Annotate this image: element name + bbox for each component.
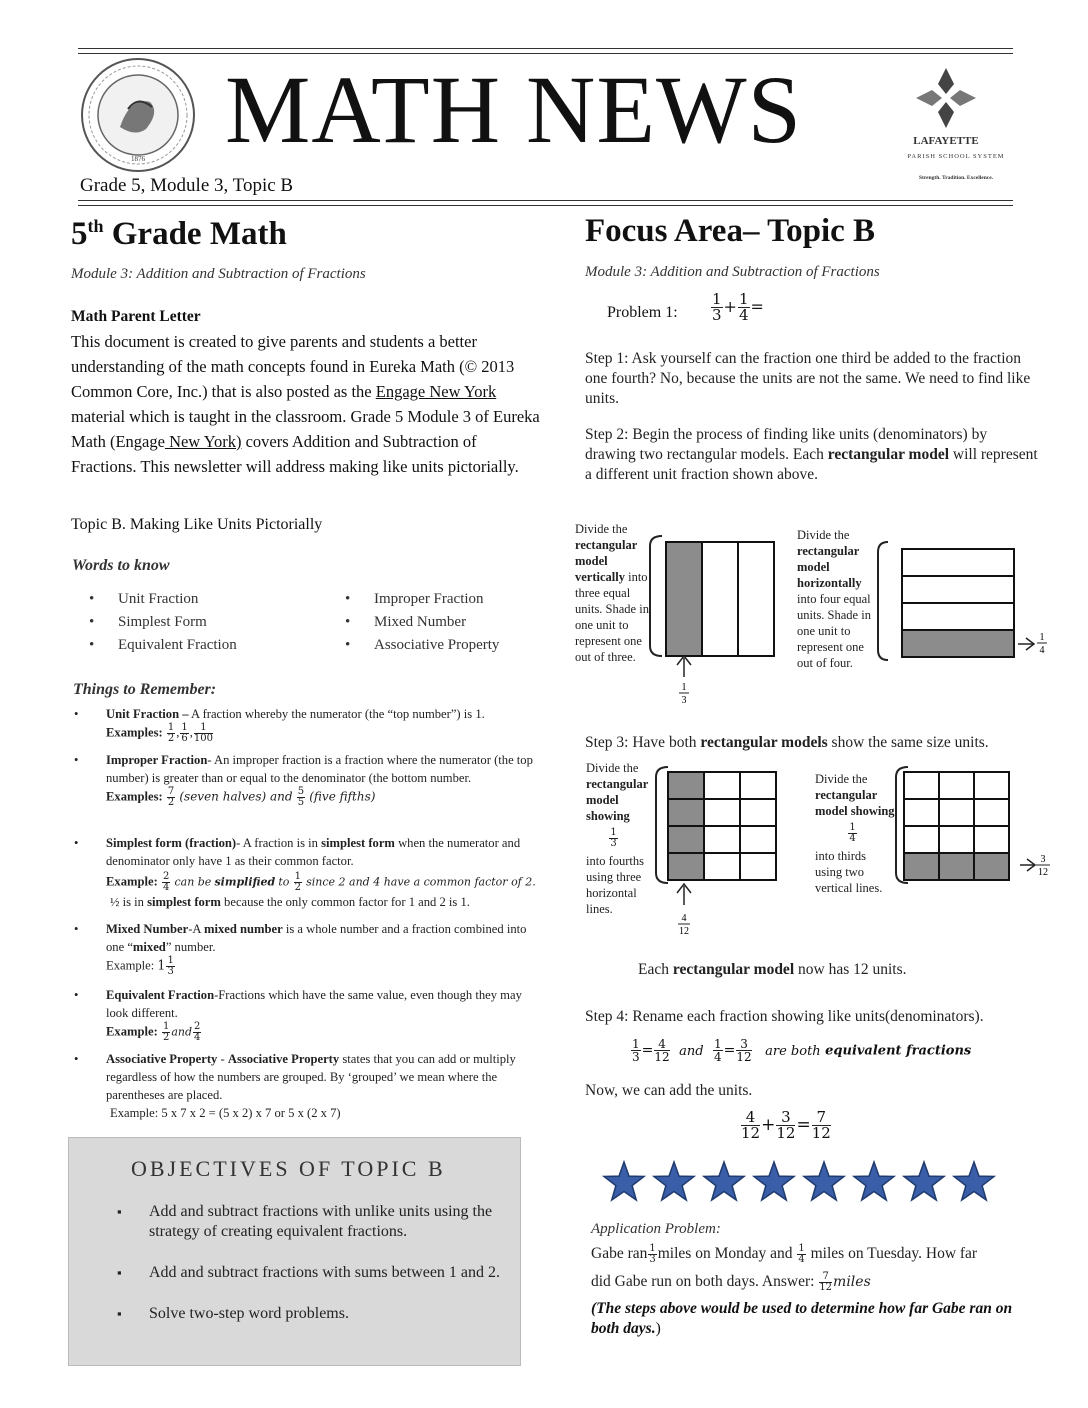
svg-text:4: 4 — [681, 913, 687, 924]
remember-unit-fraction: • Unit Fraction – A fraction whereby the numerator (the “top number”) is 1. Examples: $\frac{1}{2}$ , $\frac{1}{6}$ , $\frac{1}{100}$ — [74, 707, 485, 744]
now-add-text: Now, we can add the units. — [585, 1082, 753, 1099]
grid-cell — [704, 826, 740, 853]
sum-equation: $\frac{4}{12}$ + $\frac{3}{12}$ = $\frac{7}{12}$ — [741, 1108, 831, 1142]
remember-mixed-number: • Mixed Number-A mixed number is a whole number and a fraction combined into one “mixed” number. Example: 1 $\frac{1}{3}$ — [74, 922, 527, 977]
model-thirds — [648, 532, 788, 712]
objectives-panel — [68, 1137, 521, 1366]
application-title: Application Problem: — [591, 1221, 721, 1237]
application-body: Gabe ran $\frac{1}{3}$ miles on Monday and $\frac{1}{4}$ miles on Tuesday. How far did Gabe run on both days. Answer: $\frac{7}{12}$ miles — [591, 1242, 978, 1293]
star-icon — [952, 1160, 996, 1204]
model-twelfths-b — [894, 765, 1054, 890]
grid-cell — [904, 772, 939, 799]
newsletter-title: MATH NEWS — [225, 56, 802, 163]
step1-text: Step 1: Ask yourself can the fraction one third be added to the fraction one fourth? No, because the units are not the same. We need to find like units. — [585, 350, 1031, 407]
header-bottom-rule-thin — [78, 205, 1013, 206]
top-rule — [78, 48, 1013, 49]
star-icon — [902, 1160, 946, 1204]
word-item: • Equivalent Fraction — [72, 637, 237, 654]
lafayette-logo — [898, 66, 1010, 184]
star-icon — [852, 1160, 896, 1204]
grid-cell — [974, 799, 1009, 826]
grid-cell — [668, 772, 704, 799]
grid-cell — [704, 799, 740, 826]
words-title: Words to know — [72, 557, 170, 574]
star-icon — [752, 1160, 796, 1204]
grid-cell — [904, 853, 939, 880]
svg-text:12: 12 — [1038, 867, 1048, 878]
grid-cell — [939, 826, 974, 853]
model-twelfths-a — [654, 765, 809, 943]
grid-cell — [740, 772, 776, 799]
grid-cell — [974, 772, 1009, 799]
problem-label: Problem 1: — [607, 304, 678, 321]
grid-cell — [740, 799, 776, 826]
word-item: • Unit Fraction — [72, 591, 237, 608]
school-board-seal — [80, 57, 196, 173]
svg-text:1: 1 — [1039, 632, 1045, 643]
grid-cell — [704, 772, 740, 799]
grid-cell — [668, 853, 704, 880]
topic-line: Topic B. Making Like Units Pictorially — [71, 516, 323, 533]
seal-year: 1876 — [131, 155, 145, 163]
objective-item: ▪ Add and subtract fractions with unlike units using the strategy of creating equivalent fractions. — [117, 1202, 507, 1242]
right-heading: Focus Area– Topic B — [585, 213, 876, 249]
grid-cell — [939, 772, 974, 799]
grid-cell — [704, 853, 740, 880]
words-col2 — [328, 591, 499, 660]
right-module-line: Module 3: Addition and Subtraction of Fractions — [585, 264, 880, 280]
grid-cell — [740, 853, 776, 880]
grid-cell — [740, 826, 776, 853]
top-rule-thin — [78, 53, 1013, 54]
left-heading: 5th Grade Math — [71, 216, 287, 252]
logo-motto: Strength. Tradition. Excellence. — [918, 175, 994, 181]
svg-text:1: 1 — [681, 682, 687, 693]
note-fourths: Divide the rectangular model showing $\frac{1}{3}$ into fourths using three horizontal lines. — [586, 761, 649, 916]
engage-link-2[interactable]: New York) — [164, 432, 242, 451]
grid-cell — [939, 799, 974, 826]
things-title: Things to Remember: — [73, 681, 217, 698]
grid-cell — [974, 826, 1009, 853]
remember-improper-fraction: • Improper Fraction- An improper fraction is a fraction where the numerator (the top number) is greater than or equal to the denominator (the bottom number. Examples: $\frac{7}{2}$ (seven halves) and $\frac{5}{5}$ (five fifths) — [74, 753, 533, 808]
grid-cell — [939, 853, 974, 880]
word-item: • Mixed Number — [328, 614, 499, 631]
parent-letter-title: Math Parent Letter — [71, 308, 201, 325]
star-icon — [602, 1160, 646, 1204]
svg-text:3: 3 — [1040, 854, 1046, 865]
model-fourths — [876, 540, 1056, 665]
newsletter-subtitle: Grade 5, Module 3, Topic B — [80, 175, 294, 196]
svg-text:3: 3 — [681, 695, 687, 706]
each-model-text: Each rectangular model now has 12 units. — [638, 961, 907, 978]
objectives-list — [117, 1202, 507, 1345]
remember-equivalent-fraction: • Equivalent Fraction-Fractions which have the same value, even though they may look different. Example: $\frac{1}{2}$ and $\frac{2}{4}$ — [74, 988, 522, 1043]
header-bottom-rule — [78, 200, 1013, 201]
objective-item: ▪ Solve two-step word problems. — [117, 1304, 507, 1324]
objectives-title: OBJECTIVES OF TOPIC B — [131, 1156, 446, 1181]
grid-cell — [668, 826, 704, 853]
svg-text:12: 12 — [679, 926, 689, 937]
application-note: (The steps above would be used to determine how far Gabe ran on both days.) — [591, 1300, 1013, 1337]
remember-simplest-form: • Simplest form (fraction)- A fraction is in simplest form when the numerator and denominator only have 1 as their common factor. Example: $\frac{2}{4}$ can be simplified to $\frac{1}{2}$ since 2 and 4 have a common factor of 2. ½ is in simplest form because the only common factor for 1 and 2 is 1. — [74, 836, 536, 909]
logo-sub: PARISH SCHOOL SYSTEM — [907, 153, 1005, 160]
step3-text: Step 3: Have both rectangular models show the same size units. — [585, 734, 989, 751]
note-horizontal: Divide the rectangular model horizontally into four equal units. Shade in one unit to represent one out of four. — [797, 528, 871, 670]
star-icon — [802, 1160, 846, 1204]
remember-associative-property: • Associative Property - Associative Property states that you can add or multiply regardless of how the numbers are grouped. By ‘grouped’ we mean where the parentheses are placed. Example: 5 x 7 x 2 = (5 x 2) x 7 or 5 x (2 x 7) — [74, 1052, 516, 1120]
word-item: • Simplest Form — [72, 614, 237, 631]
svg-text:4: 4 — [1039, 645, 1045, 656]
grid-cell — [668, 799, 704, 826]
logo-name: LAFAYETTE — [913, 135, 979, 147]
objective-item: ▪ Add and subtract fractions with sums between 1 and 2. — [117, 1263, 507, 1283]
grid-cell — [904, 799, 939, 826]
problem-expression: $\frac{1}{3}$ + $\frac{1}{4}$ = — [712, 290, 764, 324]
grid-cell — [904, 826, 939, 853]
parent-letter-body: This document is created to give parents and students a better understanding of the math concepts found in Eureka Math (© 2013 Common Core, Inc.) that is also posted as the Engage New York material which is taught in the classroom. Grade 5 Module 3 of Eureka Math (Engage New York) covers Addition and Subtraction of Fractions. This newsletter will address making like units pictorially. — [71, 332, 540, 476]
step4-equation: $\frac{1}{3}$ = $\frac{4}{12}$ and $\frac{1}{4}$ = $\frac{3}{12}$ are both equivalent fractions — [632, 1037, 972, 1064]
words-col1 — [72, 591, 237, 660]
word-item: • Associative Property — [328, 637, 499, 654]
star-icon — [702, 1160, 746, 1204]
word-item: • Improper Fraction — [328, 591, 499, 608]
note-thirds: Divide the rectangular model showing $\frac{1}{4}$ into thirds using two vertical lines. — [815, 772, 895, 895]
engage-link-1[interactable]: Engage New York — [375, 382, 497, 401]
left-module-line: Module 3: Addition and Subtraction of Fractions — [71, 266, 366, 282]
note-vertical: Divide the rectangular model vertically into three equal units. Shade in one unit to represent one out of three. — [575, 522, 649, 664]
step4-text: Step 4: Rename each fraction showing like units(denominators). — [585, 1008, 984, 1025]
grid-cell — [974, 853, 1009, 880]
star-icon — [652, 1160, 696, 1204]
step2-text: Step 2: Begin the process of finding like units (denominators) by drawing two rectangular models. Each rectangular model will represent a different unit fraction shown above. — [585, 426, 1038, 483]
